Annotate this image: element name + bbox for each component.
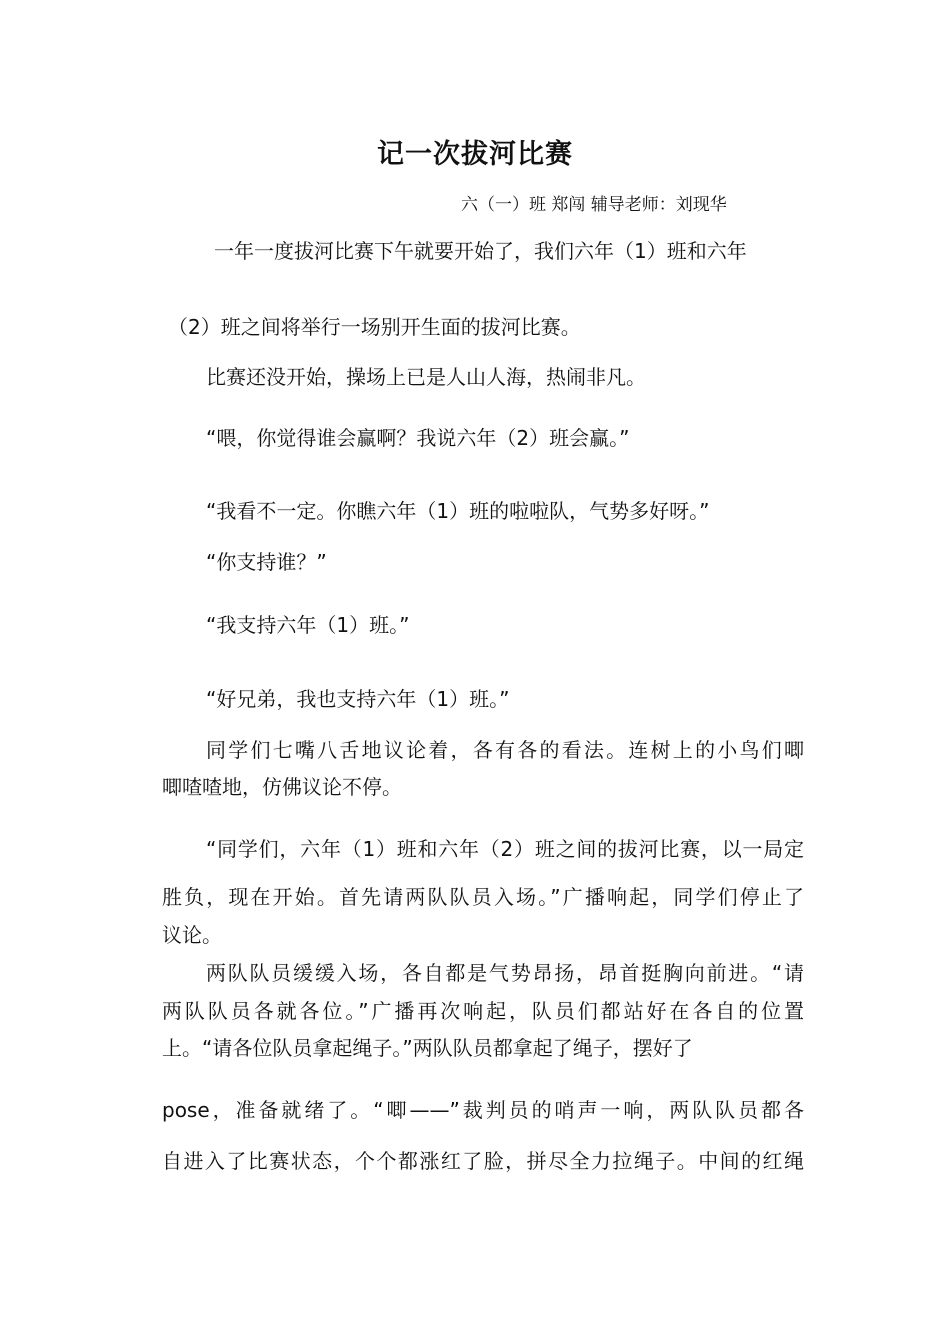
paragraph-line: 胜负，现在开始。首先请两队队员入场。”广播响起，同学们停止了 — [162, 885, 804, 909]
dialogue-line: “我支持六年（1）班。” — [206, 613, 410, 637]
paragraph-line: 唧喳喳地，仿佛议论不停。 — [162, 775, 402, 799]
paragraph-line: “同学们，六年（1）班和六年（2）班之间的拔河比赛，以一局定 — [206, 837, 804, 861]
document-title: 记一次拔河比赛 — [377, 139, 573, 170]
author-byline: 六（一）班 郑闯 辅导老师：刘现华 — [461, 195, 727, 215]
paragraph-line: 比赛还没开始，操场上已是人山人海，热闹非凡。 — [206, 365, 646, 389]
paragraph-line: 两队队员各就各位。”广播再次响起，队员们都站好在各自的位置 — [162, 999, 804, 1023]
paragraph-line: 一年一度拔河比赛下午就要开始了，我们六年（1）班和六年 — [214, 239, 747, 263]
paragraph-line: 自进入了比赛状态，个个都涨红了脸，拼尽全力拉绳子。中间的红绳 — [162, 1149, 804, 1173]
paragraph-line: 两队队员缓缓入场，各自都是气势昂扬，昂首挺胸向前进。“请 — [206, 961, 804, 985]
dialogue-line: “我看不一定。你瞧六年（1）班的啦啦队，气势多好呀。” — [206, 499, 710, 523]
dialogue-line: “你支持谁？” — [206, 550, 327, 574]
paragraph-line: 同学们七嘴八舌地议论着，各有各的看法。连树上的小鸟们唧 — [206, 738, 804, 762]
paragraph-line: pose，准备就绪了。“唧——”裁判员的哨声一响，两队队员都各 — [162, 1098, 804, 1122]
dialogue-line: “喂，你觉得谁会赢啊？我说六年（2）班会赢。” — [206, 426, 630, 450]
paragraph-line: 议论。 — [162, 923, 222, 947]
paragraph-line: （2）班之间将举行一场别开生面的拔河比赛。 — [168, 315, 581, 339]
paragraph-line: 上。“请各位队员拿起绳子。”两队队员都拿起了绳子，摆好了 — [162, 1036, 693, 1060]
dialogue-line: “好兄弟，我也支持六年（1）班。” — [206, 687, 510, 711]
